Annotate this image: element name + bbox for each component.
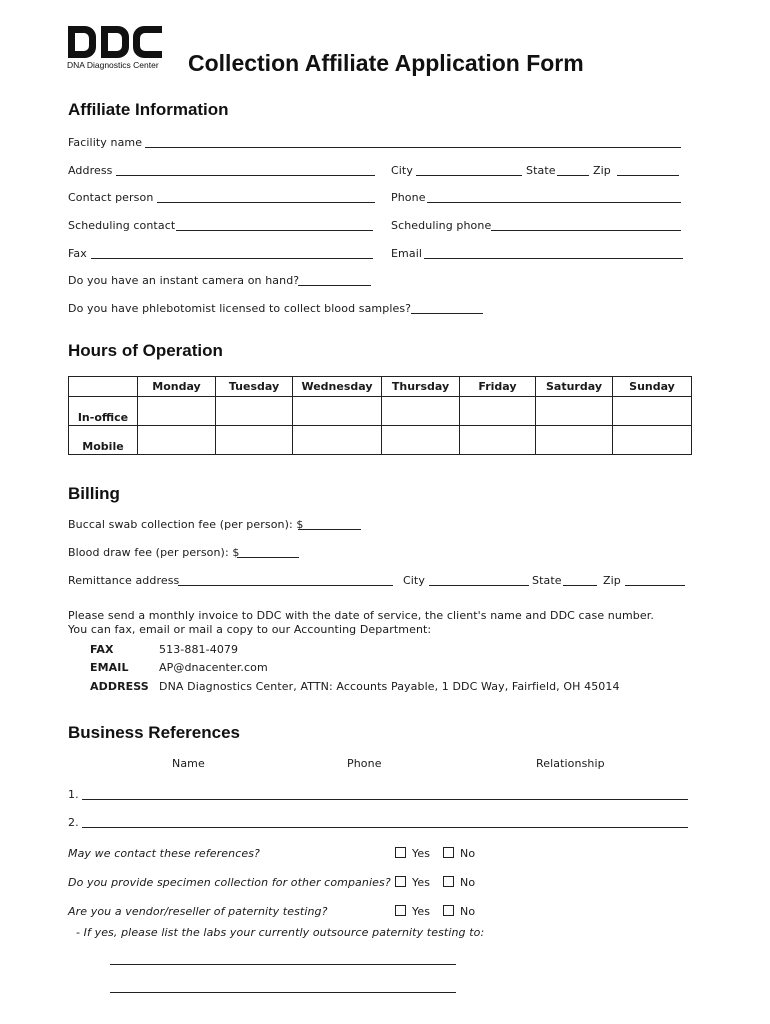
day-header: Tuesday xyxy=(216,377,293,397)
remit-city-field[interactable] xyxy=(429,585,529,586)
labs-prompt: - If yes, please list the labs your currently outsource paternity testing to: xyxy=(76,926,485,939)
fax-label: Fax xyxy=(68,247,87,260)
zip-field[interactable] xyxy=(617,175,679,176)
scheduling-contact-label: Scheduling contact xyxy=(68,219,176,232)
contact-person-field[interactable] xyxy=(157,202,375,203)
state-field[interactable] xyxy=(557,175,589,176)
fax-field[interactable] xyxy=(91,258,373,259)
fax-contact-value: 513-881-4079 xyxy=(159,643,239,656)
billing-heading: Billing xyxy=(68,484,120,503)
hours-row-mobile xyxy=(69,426,692,455)
facility-name-field[interactable] xyxy=(145,147,681,148)
state-label: State xyxy=(526,164,556,177)
blood-fee-field[interactable] xyxy=(237,557,299,558)
phlebotomist-question: Do you have phlebotomist licensed to collect blood samples? xyxy=(68,302,412,315)
remittance-field[interactable] xyxy=(178,585,393,586)
ref-col-relationship: Relationship xyxy=(536,757,605,770)
checkbox-icon[interactable] xyxy=(395,905,406,916)
affiliate-heading: Affiliate Information xyxy=(68,100,229,119)
ref-row-1-number: 1. xyxy=(68,788,79,801)
hours-table xyxy=(68,376,692,455)
blood-fee-label: Blood draw fee (per person): $ xyxy=(68,546,240,559)
email-label: Email xyxy=(391,247,423,260)
contact-references-question: May we contact these references? xyxy=(68,847,260,860)
vendor-question: Are you a vendor/reseller of paternity testing? xyxy=(68,905,328,918)
day-header: Friday xyxy=(460,377,536,397)
scheduling-contact-field[interactable] xyxy=(176,230,373,231)
checkbox-icon[interactable] xyxy=(395,847,406,858)
hours-cell[interactable] xyxy=(460,426,536,455)
hours-cell[interactable] xyxy=(382,426,460,455)
phlebotomist-answer-field[interactable] xyxy=(411,313,483,314)
hours-cell[interactable] xyxy=(536,397,613,426)
hours-heading: Hours of Operation xyxy=(68,341,223,360)
address-contact-value: DNA Diagnostics Center, ATTN: Accounts Payable, 1 DDC Way, Fairfield, OH 45014 xyxy=(159,680,620,693)
hours-cell[interactable] xyxy=(382,397,460,426)
row-label-mobile: Mobile xyxy=(69,426,138,455)
specimen-collection-yes[interactable]: Yes xyxy=(395,876,430,889)
day-header: Saturday xyxy=(536,377,613,397)
ref-row-2-field[interactable] xyxy=(82,827,688,828)
remit-city-label: City xyxy=(403,574,425,587)
city-label: City xyxy=(391,164,413,177)
vendor-no[interactable]: No xyxy=(443,905,475,918)
checkbox-icon[interactable] xyxy=(443,876,454,887)
city-field[interactable] xyxy=(416,175,522,176)
specimen-collection-no[interactable]: No xyxy=(443,876,475,889)
hours-cell[interactable] xyxy=(293,426,382,455)
remit-state-field[interactable] xyxy=(563,585,597,586)
ref-col-name: Name xyxy=(172,757,205,770)
checkbox-icon[interactable] xyxy=(395,876,406,887)
remit-state-label: State xyxy=(532,574,562,587)
phone-field[interactable] xyxy=(427,202,681,203)
ref-col-phone: Phone xyxy=(347,757,382,770)
contact-references-yes[interactable]: Yes xyxy=(395,847,430,860)
buccal-fee-field[interactable] xyxy=(298,529,361,530)
day-header: Wednesday xyxy=(293,377,382,397)
address-field[interactable] xyxy=(116,175,375,176)
email-contact-value: AP@dnacenter.com xyxy=(159,661,268,674)
logo-subtitle: DNA Diagnostics Center xyxy=(67,60,159,70)
specimen-collection-question: Do you provide specimen collection for other companies? xyxy=(68,876,391,889)
day-header: Sunday xyxy=(613,377,692,397)
buccal-fee-label: Buccal swab collection fee (per person): $ xyxy=(68,518,304,531)
contact-person-label: Contact person xyxy=(68,191,154,204)
remittance-label: Remittance address xyxy=(68,574,180,587)
scheduling-phone-field[interactable] xyxy=(491,230,681,231)
remit-zip-field[interactable] xyxy=(625,585,685,586)
phone-label: Phone xyxy=(391,191,426,204)
hours-cell[interactable] xyxy=(216,426,293,455)
day-header: Thursday xyxy=(382,377,460,397)
hours-row-in-office xyxy=(69,397,692,426)
email-field[interactable] xyxy=(424,258,683,259)
email-contact-label: EMAIL xyxy=(90,661,129,674)
hours-cell[interactable] xyxy=(216,397,293,426)
facility-name-label: Facility name xyxy=(68,136,143,149)
hours-cell[interactable] xyxy=(613,397,692,426)
scheduling-phone-label: Scheduling phone xyxy=(391,219,492,232)
camera-question: Do you have an instant camera on hand? xyxy=(68,274,300,287)
references-heading: Business References xyxy=(68,723,240,742)
address-label: Address xyxy=(68,164,113,177)
hours-cell[interactable] xyxy=(536,426,613,455)
row-label-in-office: In-office xyxy=(69,397,138,426)
invoice-instructions-1: Please send a monthly invoice to DDC with the date of service, the client's name and DDC case number. xyxy=(68,609,654,622)
checkbox-icon[interactable] xyxy=(443,905,454,916)
address-contact-label: ADDRESS xyxy=(90,680,149,693)
day-header: Monday xyxy=(138,377,216,397)
ref-row-2-number: 2. xyxy=(68,816,79,829)
hours-cell[interactable] xyxy=(460,397,536,426)
labs-line-2-field[interactable] xyxy=(110,992,456,993)
hours-cell[interactable] xyxy=(138,426,216,455)
labs-line-1-field[interactable] xyxy=(110,964,456,965)
checkbox-icon[interactable] xyxy=(443,847,454,858)
hours-corner-cell xyxy=(69,377,138,397)
hours-cell[interactable] xyxy=(613,426,692,455)
hours-header-row xyxy=(69,377,692,397)
remit-zip-label: Zip xyxy=(603,574,621,587)
zip-label: Zip xyxy=(593,164,611,177)
fax-contact-label: FAX xyxy=(90,643,114,656)
hours-cell[interactable] xyxy=(138,397,216,426)
contact-references-no[interactable]: No xyxy=(443,847,475,860)
camera-answer-field[interactable] xyxy=(298,285,371,286)
page-title: Collection Affiliate Application Form xyxy=(188,50,584,76)
invoice-instructions-2: You can fax, email or mail a copy to our Accounting Department: xyxy=(68,623,432,636)
ddc-logo-mark xyxy=(68,26,162,58)
hours-cell[interactable] xyxy=(293,397,382,426)
ref-row-1-field[interactable] xyxy=(82,799,688,800)
vendor-yes[interactable]: Yes xyxy=(395,905,430,918)
